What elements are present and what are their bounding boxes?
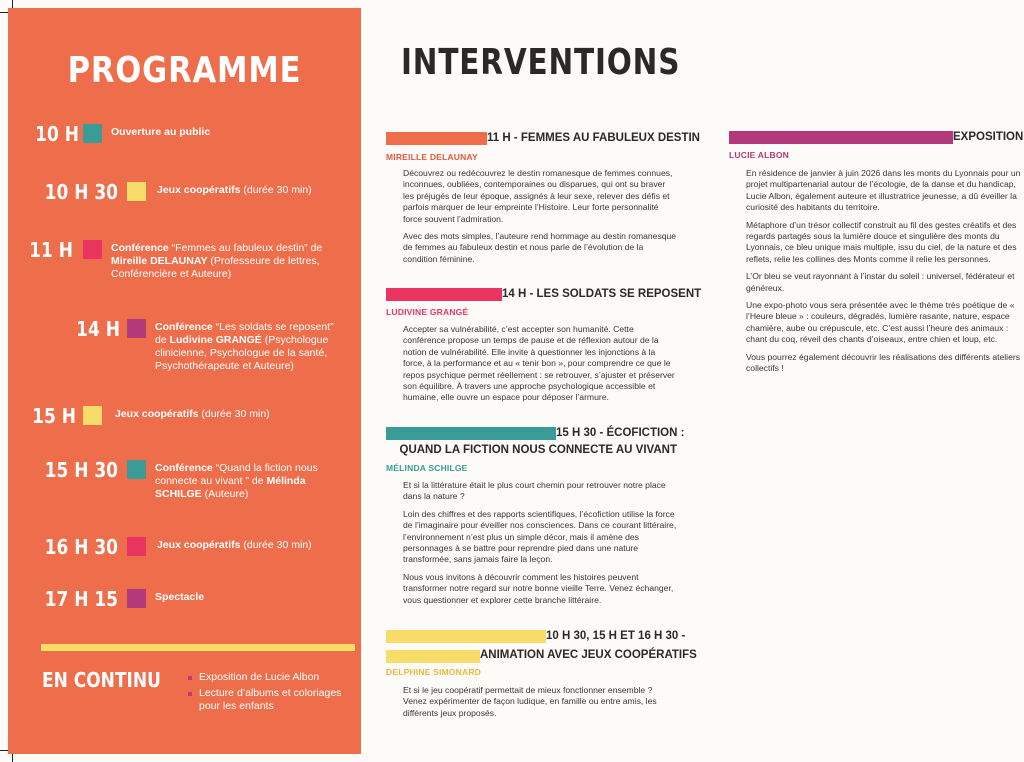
programme-time: 15 H 30 bbox=[44, 458, 118, 482]
crop-mark bbox=[0, 750, 8, 751]
section-bar bbox=[386, 650, 480, 663]
section-heading: 14 H - LES SOLDATS SE REPOSENT bbox=[502, 288, 702, 300]
color-marker bbox=[127, 589, 146, 608]
programme-desc: Conférence “Femmes au fabuleux destin” de Mireille DELAUNAY (Professeure de lettres, Conférencière et Auteure) bbox=[111, 242, 323, 280]
programme-time: 16 H 30 bbox=[44, 535, 118, 559]
color-marker bbox=[83, 406, 102, 425]
color-marker bbox=[127, 537, 146, 556]
list-item: Exposition de Lucie Albon bbox=[188, 671, 348, 684]
speaker-name: LUDIVINE GRANGÉ bbox=[386, 307, 469, 317]
section-bar bbox=[386, 630, 546, 643]
continu-list bbox=[188, 671, 348, 716]
section-heading: 15 H 30 - ÉCOFICTION : bbox=[556, 427, 685, 439]
color-marker bbox=[127, 319, 146, 338]
continu-title: EN CONTINU bbox=[42, 668, 161, 692]
section-heading: ANIMATION AVEC JEUX COOPÉRATIFS bbox=[480, 649, 697, 661]
programme-desc: Spectacle bbox=[155, 591, 205, 603]
programme-title: PROGRAMME bbox=[67, 50, 302, 91]
section-bar bbox=[386, 427, 556, 440]
list-item: Lecture d’albums et coloriages pour les enfants bbox=[188, 687, 348, 713]
programme-desc: Jeux coopératifs (durée 30 min) bbox=[157, 184, 312, 196]
crop-mark bbox=[12, 0, 13, 8]
speaker-name: MÉLINDA SCHILGE bbox=[386, 463, 468, 473]
speaker-name: MIREILLE DELAUNAY bbox=[386, 152, 478, 162]
crop-mark bbox=[12, 754, 13, 762]
color-marker bbox=[83, 124, 102, 143]
section-body: Et si le jeu coopératif permettait de mieux fonctionner ensemble ? Venez expérimenter de façon ludique, en famille ou entre amis, les différents jeux proposés. bbox=[403, 685, 657, 718]
section-body: Accepter sa vulnérabilité, c’est accepter son humanité. Cette conférence propose un temps de pause et de réflexion autour de la notion de vulnérabilité. Elle invite à questionner les injonctions à la force, à la performance et au « tenir bon », pour comprendre ce que le repos psychique permet réellement : se retrouver, s’ajuster et préserver son équilibre. À travers une approche psychologique accessible et humaine, elle ouvre un espace pour déposer l’armure. bbox=[403, 324, 675, 403]
speaker-name: LUCIE ALBON bbox=[729, 150, 789, 160]
section-bar bbox=[729, 131, 953, 144]
programme-time: 10 H bbox=[35, 122, 79, 146]
section-bar bbox=[386, 288, 502, 301]
section-heading: 11 H - FEMMES AU FABULEUX DESTIN bbox=[487, 132, 700, 144]
programme-time: 11 H bbox=[29, 238, 73, 262]
programme-time: 14 H bbox=[76, 317, 120, 341]
programme-desc: Jeux coopératifs (durée 30 min) bbox=[115, 408, 270, 420]
color-marker bbox=[127, 460, 146, 479]
section-body: Découvrez ou redécouvrez le destin romanesque de femmes connues, inconnues, oubliées, contemporaines ou disparues, qui ont su braver les préjugés de leur époque, assignés à leur sexe, relever des défis et parfois marquer de leur empreinte l’Histoire. Leur forte personnalité force souvent l’admiration. Avec des mots simples, l’auteure rend hommage au destin romanesque de femmes au fabuleux destin et nous parle de l’évolution de la condition féminine. bbox=[403, 168, 677, 264]
section-heading: 10 H 30, 15 H ET 16 H 30 - bbox=[546, 630, 686, 642]
speaker-name: DELPHINE SIMONARD bbox=[386, 667, 482, 677]
color-marker bbox=[127, 182, 146, 201]
color-marker bbox=[83, 240, 102, 259]
interventions-title: INTERVENTIONS bbox=[401, 42, 681, 83]
section-body: Et si la littérature était le plus court chemin pour retrouver notre place dans la nature ? Loin des chiffres et des rapports scientifiques, l’écofiction utilise la force de l’imaginaire pour éveiller nos consciences. Dans ce courant littéraire, l’environnement n’est plus un simple décor, mais il amène des personnages à se battre pour reprendre pied dans une nature transformée, sans jamais faire la leçon. Nous vous invitons à découvrir comment les histoires peuvent transformer notre regard sur notre bonne vieille Terre. Venez échanger, vous questionner et explorer cette branche littéraire. bbox=[403, 480, 677, 605]
programme-time: 15 H bbox=[32, 404, 76, 428]
programme-desc: Conférence “Quand la fiction nous connecte au vivant ” de Mélinda SCHILGE (Auteure) bbox=[155, 462, 318, 500]
continu-divider bbox=[41, 644, 355, 651]
section-bar bbox=[386, 132, 487, 145]
crop-mark bbox=[0, 12, 8, 13]
section-body: En résidence de janvier à juin 2026 dans les monts du Lyonnais pour un projet multipartenarial autour de l’écologie, de la danse et du handicap, Lucie Albon, également auteure et illustratrice jeunesse, a dû éveiller la curiosité des habitants du territoire. Métaphore d’un trésor collectif construit au fil des gestes créatifs et des regards partagés sous la lumière douce et singulière des monts du Lyonnais, ce bleu unique mais multiple, issu du ciel, de la nature et des reflets, relie les collines des Monts comme il relie les personnes. L’Or bleu se veut rayonnant à l’instar du soleil : universel, fédérateur et généreux. Une expo-photo vous sera présentée avec le thème très poétique de « l’Heure bleue » : couleurs, dégradés, lumière rasante, nature, espace chamière, aube ou crépuscule, etc. C’est aussi l’heure des animaux : chant du coq, réveil des chants d’oiseaux, entre chien et loup, etc. Vous pourrez également découvrir les réalisations des différents ateliers collectifs ! bbox=[746, 168, 1021, 374]
programme-desc: Conférence “Les soldats se reposent” de Ludivine GRANGÉ (Psychologue clinicienne, Psychologue de la santé, Psychothérapeute et Auteure) bbox=[155, 321, 334, 372]
programme-time: 10 H 30 bbox=[44, 180, 118, 204]
programme-time: 17 H 15 bbox=[44, 587, 118, 611]
programme-desc: Jeux coopératifs (durée 30 min) bbox=[157, 539, 312, 551]
section-heading: EXPOSITION bbox=[953, 131, 1024, 143]
programme-panel bbox=[8, 8, 361, 754]
programme-desc: Ouverture au public bbox=[111, 126, 211, 138]
section-heading: QUAND LA FICTION NOUS CONNECTE AU VIVANT bbox=[399, 444, 677, 456]
